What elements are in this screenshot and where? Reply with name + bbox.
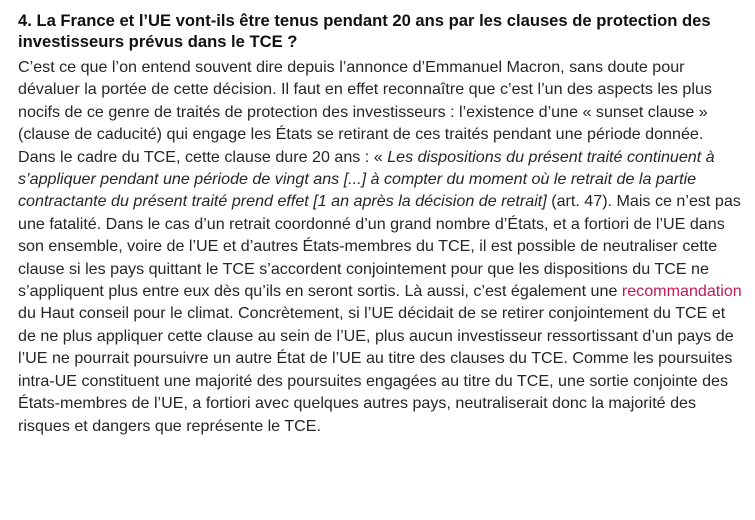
paragraph-text-part-1: C’est ce que l’on entend souvent dire depuis l’annonce d’Emmanuel Macron, sans doute pour dévaluer la portée de cette décision. Il faut en effet reconnaître que c’est l’un des aspects les plus nocifs de ce genre de traités de protection des investisseurs : l’existence d’une « sunset clause » (clause de caducité) qui engage les États se retirant de ces traités pendant une période donnée. Dans le cadre du TCE, cette clause dure 20 ans : « bbox=[18, 58, 712, 166]
paragraph-text-part-3: du Haut conseil pour le climat. Concrètement, si l’UE décidait de se retirer conjointement du TCE et de ne plus appliquer cette clause au sein de l’UE, plus aucun investisseur ressortissant d’un pays de l’UE ne pourrait poursuivre un autre État de l’UE au titre des clauses du TCE. Comme les poursuites intra-UE constituent une majorité des poursuites engagées au titre du TCE, une sortie conjointe des États-membres de l’UE, a fortiori avec quelques autres pays, neutraliserait donc la majorité des risques et dangers que représente le TCE. bbox=[18, 304, 734, 435]
body-paragraph bbox=[18, 56, 742, 437]
recommandation-link[interactable]: recommandation bbox=[621, 282, 742, 301]
section-heading: 4. La France et l’UE vont-ils être tenus pendant 20 ans par les clauses de protection des investisseurs prévus dans le TCE ? bbox=[18, 11, 711, 51]
article-section bbox=[18, 10, 742, 437]
paragraph-text-part-2: (art. 47). Mais ce n’est pas une fatalité. Dans le cas d’un retrait coordonné d’un grand nombre d’États, et a fortiori de l’UE dans son ensemble, voire de l’UE et d’autres États-membres du TCE, il est possible de neutraliser cette clause si les pays quittant le TCE s’accordent conjointement pour que les dispositions du TCE ne s’appliquent plus entre eux dès qu’ils en seront sortis. Là aussi, c’est également une bbox=[18, 192, 741, 301]
treaty-quote: Les dispositions du présent traité continuent à s’appliquer pendant une période de vingt ans [...] à compter du moment où le retrait de la partie contractante du présent traité prend effet [1 an après la décision de retrait] bbox=[18, 147, 715, 211]
